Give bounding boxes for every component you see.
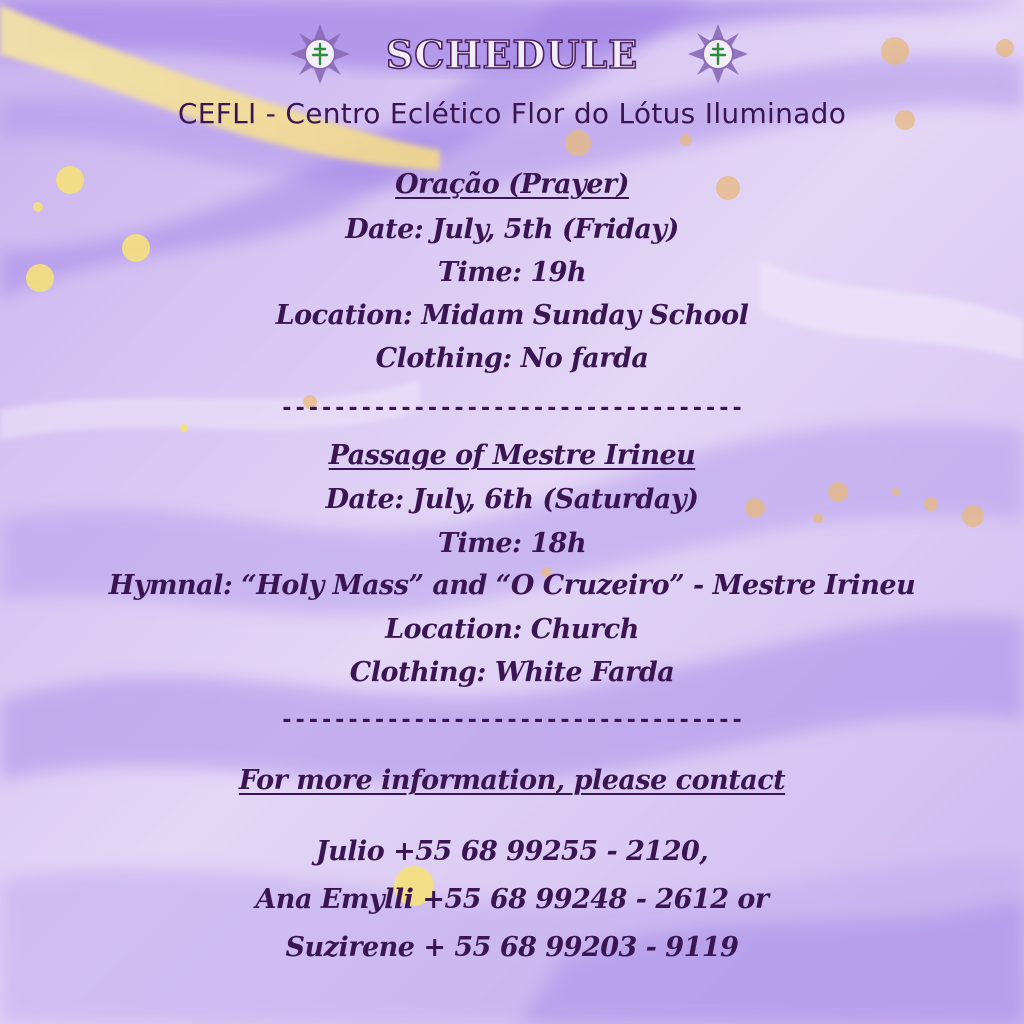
contact-heading: For more information, please contact: [238, 765, 786, 796]
event1-clothing: Clothing: No farda: [375, 343, 649, 374]
contact-line-ana: Ana Emylli +55 68 99248 - 2612 or: [255, 884, 769, 915]
event2-time: Time: 18h: [437, 528, 587, 559]
event1-heading: Oração (Prayer): [395, 169, 629, 200]
event1-date: Date: July, 5th (Friday): [345, 214, 679, 245]
event2-date: Date: July, 6th (Saturday): [325, 484, 699, 515]
section-divider: -----------------------------------: [280, 396, 744, 421]
event1-time: Time: 19h: [437, 257, 587, 288]
event2-clothing: Clothing: White Farda: [349, 657, 675, 688]
event2-heading: Passage of Mestre Irineu: [328, 440, 696, 471]
section-divider: -----------------------------------: [280, 708, 744, 733]
event1-location: Location: Midam Sunday School: [275, 300, 749, 331]
event2-location: Location: Church: [385, 614, 639, 645]
poster-title: SCHEDULE: [385, 32, 639, 77]
contact-line-suzirene: Suzirene + 55 68 99203 - 9119: [285, 932, 739, 963]
organization-name: CEFLI - Centro Eclético Flor do Lótus Iluminado: [177, 97, 847, 130]
contact-line-julio: Julio +55 68 99255 - 2120,: [315, 836, 709, 867]
event2-hymnal: Hymnal: “Holy Mass” and “O Cruzeiro” - Mestre Irineu: [108, 570, 916, 601]
